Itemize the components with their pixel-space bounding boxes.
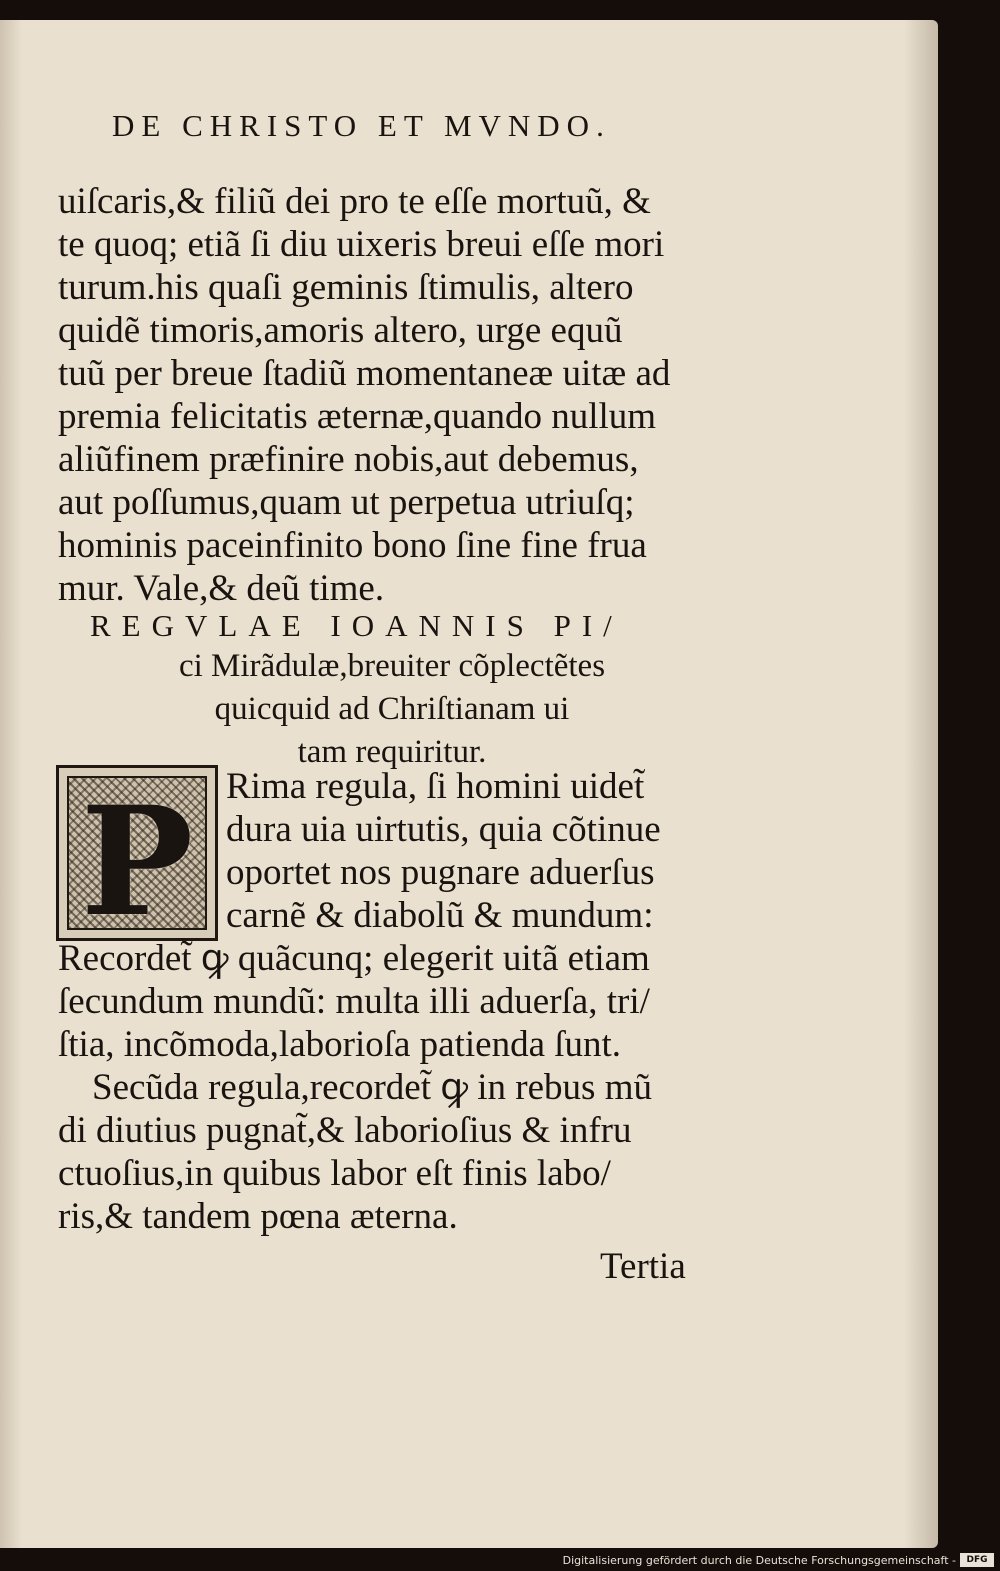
dfg-logo: DFG — [960, 1553, 994, 1567]
text-line: quidẽ timoris,amoris altero, urge equũ — [58, 310, 623, 351]
text-line: Recordet̃ ꝙ quãcunq; elegerit uitã etiam — [58, 938, 650, 979]
running-head: DE CHRISTO ET MVNDO. — [112, 108, 611, 143]
text-line: dura uia uirtutis, quia cõtinue — [226, 809, 661, 850]
text-line: hominis paceinfinito bono ſine fine frua — [58, 525, 647, 566]
text-line: oportet nos pugnare aduerſus — [226, 852, 655, 893]
heading-line: ci Mirãdulæ,breuiter cõplectẽtes — [178, 648, 606, 684]
text-line: aut poſſumus,quam ut perpetua utriuſq; — [58, 482, 635, 523]
text-line: premia felicitatis æternæ,quando nullum — [58, 396, 657, 437]
text-line: turum.his quaſi geminis ſtimulis, altero — [58, 267, 634, 308]
page-edge-shadow — [904, 20, 938, 1548]
text-line: Rima regula, ſi homini uidet̃ — [226, 766, 645, 807]
digitization-credit: Digitalisierung gefördert durch die Deutsche Forschungsgemeinschaft - — [562, 1554, 956, 1567]
initial-letter: P — [80, 774, 194, 950]
text-line: tuũ per breue ſtadiũ momentaneæ uitæ ad — [58, 353, 671, 394]
text-line: ris,& tandem pœna æterna. — [58, 1196, 458, 1237]
text-line: te quoq; etiã ſi diu uixeris breui eſſe mori — [58, 224, 665, 265]
text-line: aliũfinem præfinire nobis,aut debemus, — [58, 439, 639, 480]
text-line: di diutius pugnat̃,& laborioſius & infru — [58, 1110, 632, 1151]
section-heading: REGVLAE IOANNIS PI/ — [90, 608, 623, 643]
text-line: carnẽ & diabolũ & mundum: — [226, 895, 654, 936]
text-line: ctuoſius,in quibus labor eſt finis labo/ — [58, 1153, 611, 1194]
book-page — [0, 20, 938, 1548]
page-gutter-shadow — [0, 20, 22, 1548]
text-line: uiſcaris,& filiũ dei pro te eſſe mortuũ, & — [58, 181, 651, 222]
text-line: ſtia, incõmoda,laborioſa patienda ſunt. — [58, 1024, 622, 1065]
decorated-initial — [56, 765, 218, 950]
text-line: Secũda regula,recordet̃ ꝙ in rebus mũ — [92, 1067, 652, 1108]
catchword: Tertia — [600, 1246, 686, 1287]
text-line: ſecundum mundũ: multa illi aduerſa, tri/ — [58, 981, 650, 1022]
heading-line: tam requiritur. — [297, 734, 487, 770]
heading-line: quicquid ad Chriſtianam ui — [214, 691, 570, 727]
text-line: mur. Vale,& deũ time. — [58, 568, 385, 609]
